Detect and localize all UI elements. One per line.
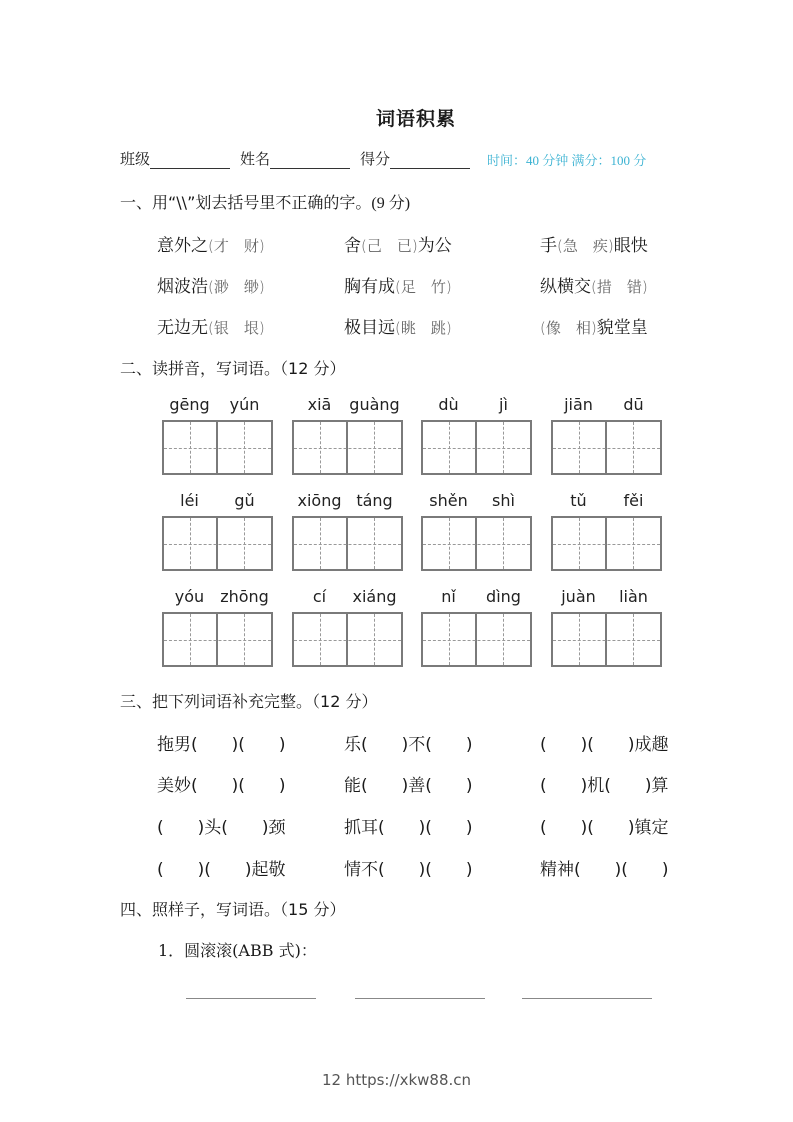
s3-item-2[interactable]: 乐( )不( ) xyxy=(344,735,473,755)
options[interactable]: (像 相) xyxy=(540,319,597,337)
writing-grid[interactable] xyxy=(292,516,403,571)
s1-item-6: 纵横交(措 错) xyxy=(540,277,648,297)
s1-item-7: 无边无(银 垠) xyxy=(157,318,265,338)
class-label: 班级 xyxy=(120,150,151,168)
guide-line xyxy=(423,640,530,641)
pinyin-label: zhōng xyxy=(220,587,269,606)
section4-score: （15 分） xyxy=(280,900,346,919)
guide-line xyxy=(553,544,660,545)
section1-score: (9 分) xyxy=(371,195,411,212)
s3-item-9[interactable]: ( )( )镇定 xyxy=(540,818,669,838)
section3-title: 三、把下列词语补充完整。 xyxy=(120,692,313,711)
writing-grid[interactable] xyxy=(421,612,532,667)
pinyin-label: cí xyxy=(312,587,327,606)
pinyin-label: shěn xyxy=(429,491,468,510)
pinyin-label: liàn xyxy=(619,587,648,606)
section4-heading xyxy=(120,897,345,920)
s3-item-8[interactable]: 抓耳( )( ) xyxy=(344,818,473,838)
options[interactable]: (才 财) xyxy=(208,237,265,255)
options[interactable]: (己 已) xyxy=(361,237,418,255)
guide-line xyxy=(423,544,530,545)
s3-item-1[interactable]: 拖男( )( ) xyxy=(157,735,286,755)
options[interactable]: (足 竹) xyxy=(395,278,452,296)
options[interactable]: (措 错) xyxy=(591,278,648,296)
pinyin-label: jì xyxy=(499,395,508,414)
guide-line xyxy=(294,448,401,449)
writing-grid[interactable] xyxy=(292,612,403,667)
answer-line-3[interactable] xyxy=(522,998,652,999)
s3-item-7[interactable]: ( )头( )颈 xyxy=(157,818,286,838)
guide-line xyxy=(164,640,271,641)
name-blank[interactable] xyxy=(270,154,350,169)
score-label: 得分 xyxy=(360,150,391,168)
pinyin-label: shì xyxy=(492,491,515,510)
answer-line-2[interactable] xyxy=(355,998,485,999)
class-blank[interactable] xyxy=(150,154,230,169)
section4-sub1: 1．圆滚滚(ABB 式)： xyxy=(158,941,317,960)
pinyin-label: táng xyxy=(356,491,393,510)
s1-item-4: 烟波浩(渺 缈) xyxy=(157,277,265,297)
s3-item-10[interactable]: ( )( )起敬 xyxy=(157,860,286,880)
score-field xyxy=(360,148,470,169)
options[interactable]: (渺 缈) xyxy=(208,278,265,296)
s3-item-5[interactable]: 能( )善( ) xyxy=(344,776,473,796)
guide-line xyxy=(423,448,530,449)
writing-grid[interactable] xyxy=(162,420,273,475)
section1-heading xyxy=(120,190,410,213)
section2-heading xyxy=(120,356,345,379)
pinyin-label: tǔ xyxy=(570,491,587,510)
writing-grid[interactable] xyxy=(551,612,662,667)
pinyin-label: guàng xyxy=(349,395,400,414)
class-field xyxy=(120,148,230,169)
pinyin-label: jiān xyxy=(564,395,593,414)
s3-item-4[interactable]: 美妙( )( ) xyxy=(157,776,286,796)
section2-score: （12 分） xyxy=(280,359,346,378)
guide-line xyxy=(294,544,401,545)
pinyin-label: xiā xyxy=(307,395,332,414)
section2-title: 二、读拼音，写词语。 xyxy=(120,359,281,378)
s3-item-6[interactable]: ( )机( )算 xyxy=(540,776,669,796)
writing-grid[interactable] xyxy=(421,420,532,475)
guide-line xyxy=(164,544,271,545)
s3-item-12[interactable]: 精神( )( ) xyxy=(540,860,669,880)
options[interactable]: (急 疾) xyxy=(557,237,614,255)
writing-grid[interactable] xyxy=(292,420,403,475)
options[interactable]: (银 垠) xyxy=(208,319,265,337)
s1-item-5: 胸有成(足 竹) xyxy=(344,277,452,297)
section3-score: （12 分） xyxy=(312,692,378,711)
guide-line xyxy=(294,640,401,641)
pinyin-label: gēng xyxy=(169,395,210,414)
pinyin-label: dù xyxy=(438,395,459,414)
pinyin-label: nǐ xyxy=(441,587,456,606)
answer-line-1[interactable] xyxy=(186,998,316,999)
guide-line xyxy=(553,640,660,641)
pinyin-label: gǔ xyxy=(234,491,255,510)
time-info: 时间：40 分钟 满分：100 分 xyxy=(487,153,647,168)
score-blank[interactable] xyxy=(390,154,470,169)
page-title: 词语积累 xyxy=(375,108,456,130)
pinyin-label: fěi xyxy=(623,491,644,510)
s3-item-11[interactable]: 情不( )( ) xyxy=(344,860,473,880)
guide-line xyxy=(164,448,271,449)
writing-grid[interactable] xyxy=(551,516,662,571)
name-label: 姓名 xyxy=(240,150,271,168)
writing-grid[interactable] xyxy=(162,516,273,571)
pinyin-label: xiōng xyxy=(297,491,342,510)
writing-grid[interactable] xyxy=(421,516,532,571)
name-field xyxy=(240,148,350,169)
pinyin-label: dìng xyxy=(486,587,521,606)
s1-item-2: 舍(己 已)为公 xyxy=(344,236,452,256)
pinyin-label: léi xyxy=(180,491,199,510)
page-footer: 12 https://xkw88.cn xyxy=(321,1071,472,1089)
writing-grid[interactable] xyxy=(551,420,662,475)
pinyin-label: yóu xyxy=(174,587,205,606)
section1-title: 一、用“\\”划去括号里不正确的字。 xyxy=(120,193,372,212)
s1-item-1: 意外之(才 财) xyxy=(157,236,265,256)
pinyin-label: xiáng xyxy=(352,587,397,606)
pinyin-label: dū xyxy=(623,395,644,414)
guide-line xyxy=(553,448,660,449)
s1-item-8: 极目远(眺 跳) xyxy=(344,318,452,338)
pinyin-label: juàn xyxy=(561,587,596,606)
s1-item-9: (像 相)貌堂皇 xyxy=(540,318,648,338)
s3-item-3[interactable]: ( )( )成趣 xyxy=(540,735,669,755)
section4-title: 四、照样子，写词语。 xyxy=(120,900,281,919)
section3-heading xyxy=(120,689,377,712)
pinyin-label: yún xyxy=(229,395,260,414)
writing-grid[interactable] xyxy=(162,612,273,667)
options[interactable]: (眺 跳) xyxy=(395,319,452,337)
s1-item-3: 手(急 疾)眼快 xyxy=(540,236,648,256)
